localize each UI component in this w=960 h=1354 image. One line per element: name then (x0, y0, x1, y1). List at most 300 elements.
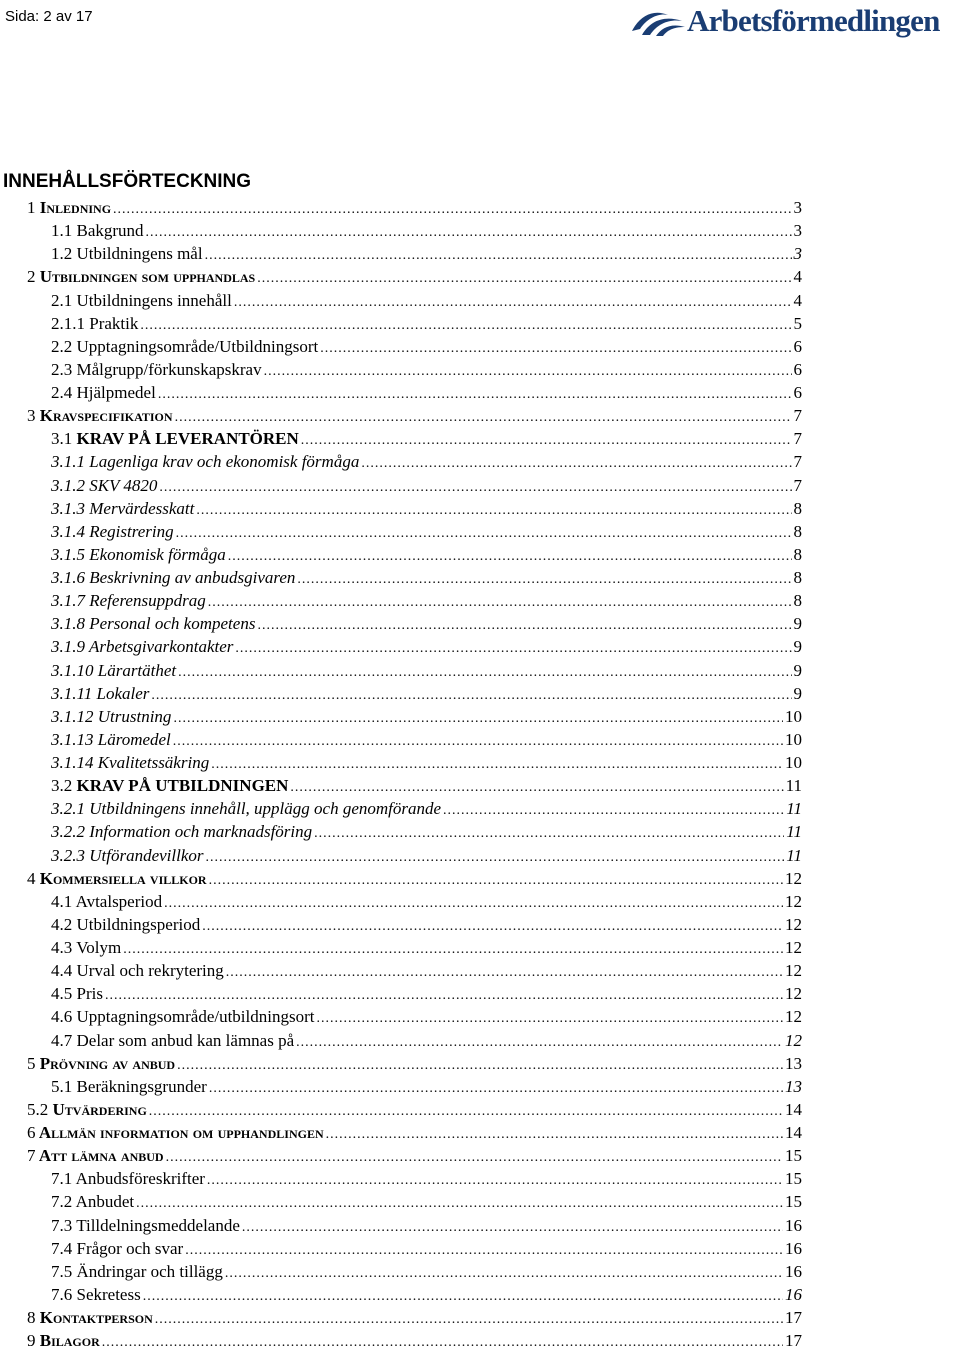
toc-page-number: 16 (785, 1260, 960, 1283)
toc-entry-title (51, 381, 156, 404)
toc-entry-label: Kommersiella villkor (40, 869, 207, 888)
toc-entry-label: Lagenliga krav och ekonomisk förmåga (89, 452, 359, 471)
toc-dot-leader (105, 984, 783, 1007)
toc-dot-leader (211, 753, 783, 776)
toc-entry-label: Bakgrund (77, 221, 144, 240)
toc-dot-leader (257, 267, 791, 290)
toc-page-number: 10 (785, 751, 960, 774)
toc-entry-label: Läromedel (98, 730, 171, 749)
toc-dot-leader (202, 915, 783, 938)
toc-entry-label: Frågor och svar (77, 1239, 184, 1258)
toc-entry-label: Referensuppdrag (89, 591, 205, 610)
toc-entry-title (51, 1237, 183, 1260)
toc-page-number: 12 (785, 936, 960, 959)
toc-entry[interactable] (0, 566, 960, 589)
toc-entry-title (51, 959, 224, 982)
toc-page-number: 3 (794, 196, 960, 219)
toc-entry-title (51, 682, 149, 705)
toc-entry-number: 4.7 (51, 1031, 72, 1050)
toc-entry-number: 3 (27, 406, 36, 425)
toc-dot-leader (175, 406, 792, 429)
toc-entry-title (27, 1306, 153, 1329)
toc-page-number: 15 (785, 1144, 960, 1167)
toc-entry[interactable] (0, 242, 960, 265)
toc-entry-label: Utbildningens innehåll (77, 291, 232, 310)
toc-entry-label: Utbildningsperiod (77, 915, 201, 934)
toc-entry-number: 2.1.1 (51, 314, 85, 333)
toc-entry-label: Kontaktperson (40, 1308, 153, 1327)
toc-page-number: 9 (794, 635, 960, 658)
toc-page-number: 12 (785, 913, 960, 936)
toc-entry-label: Allmän information om upphandlingen (39, 1123, 324, 1142)
toc-entry-number: 3.1.13 (51, 730, 94, 749)
toc-page-number: 13 (785, 1052, 960, 1075)
toc-entry[interactable] (0, 612, 960, 635)
toc-entry-number: 3.1.11 (51, 684, 92, 703)
toc-dot-leader (326, 1123, 783, 1146)
toc-page-number: 11 (786, 774, 960, 797)
toc-entry-number: 3.2 (51, 776, 72, 795)
toc-entry-number: 7.4 (51, 1239, 72, 1258)
toc-dot-leader (155, 1308, 783, 1331)
toc-entry-label: Avtalsperiod (76, 892, 163, 911)
toc-entry-title (51, 450, 359, 473)
toc-entry-label: Beräkningsgrunder (77, 1077, 207, 1096)
toc-entry-number: 3.2.1 (51, 799, 85, 818)
toc-entry[interactable] (0, 404, 960, 427)
toc-page-number: 8 (794, 543, 960, 566)
toc-entry[interactable] (0, 1329, 960, 1352)
toc-entry-label: KRAV PÅ LEVERANTÖREN (77, 429, 299, 448)
toc-dot-leader (242, 1216, 783, 1239)
toc-entry[interactable] (0, 520, 960, 543)
toc-entry-label: Delar som anbud kan lämnas på (77, 1031, 295, 1050)
toc-dot-leader (123, 938, 783, 961)
toc-entry-title (51, 335, 318, 358)
toc-entry[interactable] (0, 497, 960, 520)
toc-entry-number: 7.6 (51, 1285, 72, 1304)
toc-entry[interactable] (0, 589, 960, 612)
toc-entry-title (51, 219, 144, 242)
page-indicator: Sida: 2 av 17 (5, 8, 93, 25)
toc-entry-title (27, 196, 111, 219)
toc-page-number: 9 (794, 612, 960, 635)
toc-entry-label: Sekretess (77, 1285, 141, 1304)
toc-entry[interactable] (0, 1190, 960, 1213)
toc-entry-title (51, 1075, 207, 1098)
toc-entry-label: Utvärdering (53, 1100, 147, 1119)
toc-dot-leader (159, 476, 791, 499)
toc-entry-label: Utrustning (98, 707, 172, 726)
toc-entry-number: 7 (27, 1146, 36, 1165)
toc-entry-title (27, 1098, 147, 1121)
page-header (0, 0, 960, 50)
toc-entry-title (51, 820, 312, 843)
toc-entry-title (51, 1190, 134, 1213)
toc-entry-number: 4.6 (51, 1007, 72, 1026)
toc-entry[interactable] (0, 474, 960, 497)
toc-page-number: 14 (785, 1121, 960, 1144)
toc-page-number: 7 (794, 427, 960, 450)
toc-entry[interactable] (0, 335, 960, 358)
toc-entry[interactable] (0, 867, 960, 890)
toc-entry-number: 7.3 (51, 1216, 72, 1235)
toc-entry[interactable] (0, 450, 960, 473)
toc-entry-number: 6 (27, 1123, 36, 1142)
toc-entry-number: 2.2 (51, 337, 72, 356)
toc-entry[interactable] (0, 844, 960, 867)
toc-entry-label: Personal och kompetens (89, 614, 255, 633)
toc-entry-label: Ändringar och tillägg (77, 1262, 223, 1281)
toc-entry-number: 4 (27, 869, 36, 888)
toc-entry-title (51, 728, 171, 751)
toc-entry-title (27, 867, 207, 890)
toc-entry-label: Mervärdesskatt (89, 499, 194, 518)
toc-entry-number: 4.2 (51, 915, 72, 934)
toc-entry[interactable] (0, 797, 960, 820)
toc-entry-title (51, 1167, 205, 1190)
toc-dot-leader (185, 1239, 783, 1262)
toc-entry-label: Upptagningsområde/Utbildningsort (77, 337, 319, 356)
toc-entry[interactable] (0, 219, 960, 242)
toc-entry-number: 4.3 (51, 938, 72, 957)
toc-dot-leader (151, 684, 791, 707)
toc-entry[interactable] (0, 1098, 960, 1121)
toc-entry-number: 5 (27, 1054, 36, 1073)
toc-entry-title (51, 982, 103, 1005)
toc-entry-number: 7.5 (51, 1262, 72, 1281)
toc-dot-leader (173, 707, 783, 730)
toc-entry-title (27, 1052, 175, 1075)
toc-page-number: 16 (785, 1214, 960, 1237)
toc-entry-number: 9 (27, 1331, 36, 1350)
toc-dot-leader (264, 360, 792, 383)
toc-entry-number: 2.1 (51, 291, 72, 310)
toc-entry[interactable] (0, 1214, 960, 1237)
toc-page-number: 3 (794, 219, 960, 242)
toc-entry[interactable] (0, 1029, 960, 1052)
toc-entry-title (51, 844, 204, 867)
toc-entry-number: 5.1 (51, 1077, 72, 1096)
toc-entry-label: Inledning (40, 198, 111, 217)
toc-entry-number: 3.1.3 (51, 499, 85, 518)
toc-entry-number: 2.3 (51, 360, 72, 379)
toc-entry-title (51, 566, 295, 589)
toc-page-number: 3 (794, 242, 960, 265)
toc-entry-number: 1 (27, 198, 36, 217)
toc-page-number: 7 (794, 474, 960, 497)
toc-entry[interactable] (0, 1237, 960, 1260)
toc-heading: INNEHÅLLSFÖRTECKNING (3, 171, 251, 193)
toc-dot-leader (178, 661, 791, 684)
toc-entry-title (51, 705, 171, 728)
toc-page-number: 12 (785, 867, 960, 890)
toc-entry[interactable] (0, 936, 960, 959)
toc-entry-title (27, 404, 173, 427)
toc-entry[interactable] (0, 1144, 960, 1167)
toc-entry-number: 7.1 (51, 1169, 72, 1188)
toc-entry-number: 3.1.9 (51, 637, 85, 656)
toc-page-number: 12 (785, 982, 960, 1005)
toc-page-number: 8 (794, 589, 960, 612)
arbetsformedlingen-logo (630, 4, 960, 48)
toc-page-number: 15 (785, 1190, 960, 1213)
toc-dot-leader (143, 1285, 783, 1308)
toc-entry-label: Arbetsgivarkontakter (89, 637, 233, 656)
toc-entry[interactable] (0, 358, 960, 381)
toc-entry-number: 3.1.5 (51, 545, 85, 564)
toc-entry-label: KRAV PÅ UTBILDNINGEN (77, 776, 289, 795)
toc-entry[interactable] (0, 890, 960, 913)
toc-page-number: 6 (794, 381, 960, 404)
toc-entry[interactable] (0, 1005, 960, 1028)
toc-page-number: 9 (794, 659, 960, 682)
toc-dot-leader (206, 846, 785, 869)
toc-entry-number: 7.2 (51, 1192, 72, 1211)
toc-dot-leader (136, 1192, 783, 1215)
toc-dot-leader (320, 337, 791, 360)
toc-entry-label: Volym (76, 938, 121, 957)
toc-entry-title (51, 589, 206, 612)
toc-entry-label: Beskrivning av anbudsgivaren (89, 568, 295, 587)
toc-entry-number: 3.2.3 (51, 846, 85, 865)
toc-dot-leader (207, 1169, 783, 1192)
toc-page-number: 14 (785, 1098, 960, 1121)
toc-entry-label: Urval och rekrytering (77, 961, 224, 980)
toc-page-number: 16 (785, 1283, 960, 1306)
toc-entry[interactable] (0, 1260, 960, 1283)
toc-page-number: 10 (785, 728, 960, 751)
toc-page-number: 11 (786, 797, 960, 820)
toc-entry[interactable] (0, 1075, 960, 1098)
toc-entry-label: Lokaler (97, 684, 150, 703)
toc-entry-number: 2 (27, 267, 36, 286)
toc-entry[interactable] (0, 659, 960, 682)
toc-entry-label: Anbudsföreskrifter (76, 1169, 205, 1188)
toc-entry-number: 2.4 (51, 383, 72, 402)
toc-dot-leader (146, 221, 792, 244)
logo-text: Arbetsförmedlingen (687, 3, 940, 39)
toc-entry-title (51, 635, 233, 658)
toc-dot-leader (158, 383, 792, 406)
toc-entry[interactable] (0, 427, 960, 450)
toc-dot-leader (166, 1146, 783, 1169)
toc-entry-number: 3.1.12 (51, 707, 94, 726)
toc-entry-title (27, 1144, 164, 1167)
toc-entry-title (51, 312, 138, 335)
toc-page-number: 8 (794, 566, 960, 589)
toc-entry[interactable] (0, 312, 960, 335)
toc-entry-title (51, 1005, 314, 1028)
toc-entry-label: Utbildningens innehåll, upplägg och genomförande (89, 799, 441, 818)
toc-entry[interactable] (0, 196, 960, 219)
toc-dot-leader (235, 637, 791, 660)
toc-entry-number: 3.1.10 (51, 661, 94, 680)
toc-page-number: 4 (794, 289, 960, 312)
toc-entry-number: 1.1 (51, 221, 72, 240)
toc-entry-title (51, 1260, 223, 1283)
toc-entry[interactable] (0, 289, 960, 312)
toc-entry-number: 3.1.7 (51, 591, 85, 610)
toc-page-number: 17 (785, 1329, 960, 1352)
toc-entry-label: Målgrupp/förkunskapskrav (77, 360, 262, 379)
toc-dot-leader (164, 892, 783, 915)
toc-entry[interactable] (0, 705, 960, 728)
toc-entry-label: Praktik (89, 314, 138, 333)
toc-dot-leader (225, 1262, 783, 1285)
toc-page-number: 8 (794, 520, 960, 543)
toc-page-number: 12 (785, 890, 960, 913)
toc-entry-title (51, 751, 209, 774)
toc-entry-number: 1.2 (51, 244, 72, 263)
toc-entry-title (51, 497, 194, 520)
toc-entry-title (51, 543, 226, 566)
toc-entry[interactable] (0, 728, 960, 751)
toc-page-number: 13 (785, 1075, 960, 1098)
toc-dot-leader (301, 429, 792, 452)
toc-page-number: 12 (785, 959, 960, 982)
toc-entry[interactable] (0, 635, 960, 658)
toc-entry-title (51, 358, 262, 381)
toc-entry-label: Hjälpmedel (77, 383, 156, 402)
toc-entry-title (51, 936, 121, 959)
toc-dot-leader (113, 198, 791, 221)
toc-dot-leader (140, 314, 791, 337)
toc-entry-title (51, 890, 162, 913)
toc-dot-leader (176, 522, 792, 545)
toc-entry-label: Bilagor (40, 1331, 100, 1350)
toc-page-number: 6 (794, 335, 960, 358)
toc-entry[interactable] (0, 913, 960, 936)
toc-entry[interactable] (0, 751, 960, 774)
toc-entry-label: Utbildningen som upphandlas (40, 267, 255, 286)
toc-dot-leader (205, 244, 792, 267)
toc-entry-label: Att lämna anbud (39, 1146, 164, 1165)
toc-entry-title (51, 612, 255, 635)
toc-entry-title (51, 1214, 240, 1237)
toc-entry[interactable] (0, 820, 960, 843)
toc-entry-number: 3.2.2 (51, 822, 85, 841)
toc-dot-leader (226, 961, 783, 984)
toc-entry-label: Utförandevillkor (89, 846, 203, 865)
toc-entry-label: Kvalitetssäkring (98, 753, 209, 772)
toc-entry-number: 4.4 (51, 961, 72, 980)
toc-page-number: 7 (794, 404, 960, 427)
toc-entry-number: 3.1.1 (51, 452, 85, 471)
toc-entry-number: 3.1 (51, 429, 72, 448)
toc-dot-leader (296, 1031, 783, 1054)
toc-entry-title (51, 242, 203, 265)
toc-page-number: 8 (794, 497, 960, 520)
toc-page-number: 16 (785, 1237, 960, 1260)
toc-entry-title (51, 659, 176, 682)
toc-dot-leader (234, 291, 792, 314)
toc-entry-label: Kravspecifikation (40, 406, 173, 425)
toc-entry-title (27, 1329, 100, 1352)
toc-page-number: 11 (786, 844, 960, 867)
toc-entry-label: SKV 4820 (89, 476, 157, 495)
toc-dot-leader (443, 799, 784, 822)
toc-dot-leader (228, 545, 792, 568)
toc-page-number: 12 (785, 1029, 960, 1052)
toc-page-number: 4 (794, 265, 960, 288)
toc-page-number: 15 (785, 1167, 960, 1190)
toc-entry[interactable] (0, 982, 960, 1005)
toc-dot-leader (196, 499, 791, 522)
toc-entry-number: 5.2 (27, 1100, 48, 1119)
toc-dot-leader (173, 730, 783, 753)
toc-page-number: 6 (794, 358, 960, 381)
toc-entry-number: 8 (27, 1308, 36, 1327)
toc-page-number: 17 (785, 1306, 960, 1329)
toc-dot-leader (297, 568, 791, 591)
toc-entry-number: 3.1.2 (51, 476, 85, 495)
toc-entry-title (27, 265, 255, 288)
toc-page-number: 9 (794, 682, 960, 705)
toc-entry-label: Lärartäthet (98, 661, 176, 680)
toc-page-number: 5 (794, 312, 960, 335)
toc-entry[interactable] (0, 959, 960, 982)
toc-page-number: 11 (786, 820, 960, 843)
toc-entry-title (51, 1283, 141, 1306)
toc-entry-title (51, 289, 232, 312)
toc-entry-label: Pris (77, 984, 103, 1003)
toc-entry-label: Tilldelningsmeddelande (76, 1216, 240, 1235)
toc-dot-leader (208, 591, 792, 614)
toc-entry[interactable] (0, 265, 960, 288)
toc-entry[interactable] (0, 774, 960, 797)
toc-dot-leader (257, 614, 791, 637)
toc-dot-leader (361, 452, 791, 475)
toc-page-number: 10 (785, 705, 960, 728)
toc-dot-leader (209, 1077, 783, 1100)
toc-entry-title (51, 913, 200, 936)
toc-entry-number: 4.1 (51, 892, 72, 911)
toc-dot-leader (314, 822, 784, 845)
toc-entry[interactable] (0, 1283, 960, 1306)
toc-entry-number: 4.5 (51, 984, 72, 1003)
toc-entry-label: Information och marknadsföring (89, 822, 312, 841)
toc-entry-title (51, 474, 157, 497)
toc-entry-label: Utbildningens mål (77, 244, 203, 263)
toc-entry-title (51, 520, 174, 543)
toc-page-number: 12 (785, 1005, 960, 1028)
toc-page-number: 7 (794, 450, 960, 473)
toc-entry[interactable] (0, 1052, 960, 1075)
logo-mark-icon (630, 7, 686, 37)
toc-entry-title (51, 797, 441, 820)
toc-entry-label: Anbudet (76, 1192, 135, 1211)
toc-entry[interactable] (0, 543, 960, 566)
toc-entry-number: 3.1.4 (51, 522, 85, 541)
toc-dot-leader (149, 1100, 783, 1123)
toc-entry-title (51, 427, 299, 450)
toc-entry-title (51, 1029, 294, 1052)
toc-entry-title (27, 1121, 324, 1144)
toc-entry-label: Ekonomisk förmåga (89, 545, 225, 564)
toc-dot-leader (290, 776, 783, 799)
toc-entry[interactable] (0, 1121, 960, 1144)
toc-entry[interactable] (0, 682, 960, 705)
toc-entry-number: 3.1.14 (51, 753, 94, 772)
toc-entry[interactable] (0, 1167, 960, 1190)
toc-entry-number: 3.1.6 (51, 568, 85, 587)
toc-entry-label: Prövning av anbud (40, 1054, 175, 1073)
toc-entry-number: 3.1.8 (51, 614, 85, 633)
toc-entry-title (51, 774, 288, 797)
toc-entry[interactable] (0, 1306, 960, 1329)
toc-entry[interactable] (0, 381, 960, 404)
